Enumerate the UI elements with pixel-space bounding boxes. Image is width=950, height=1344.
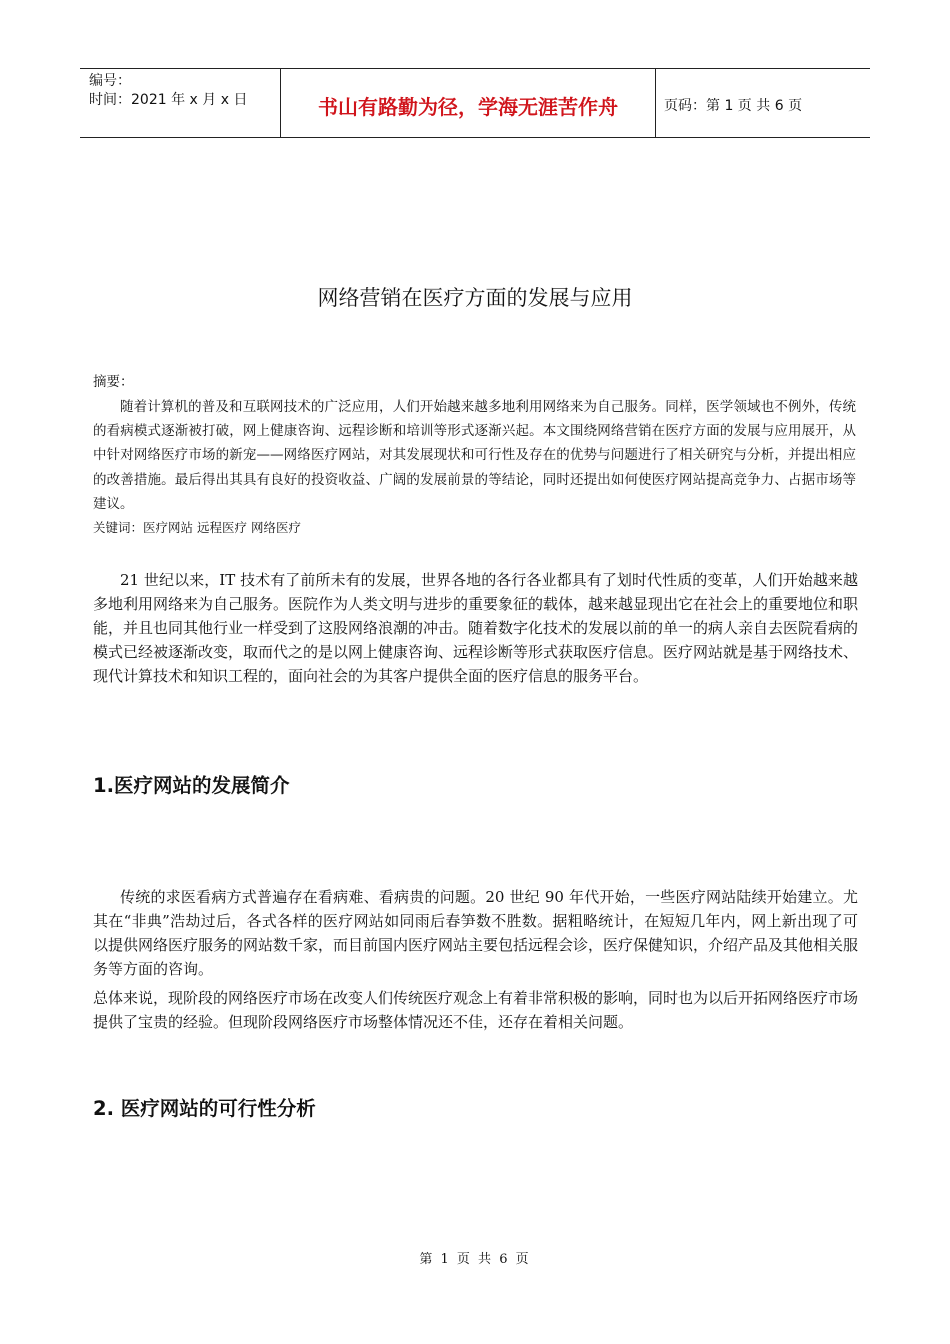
- page-header: [80, 68, 870, 138]
- number-label: 编号：: [89, 73, 131, 89]
- header-motto: 书山有路勤为径，学海无涯苦作舟: [280, 69, 656, 137]
- section-1-heading: 1.医疗网站的发展简介: [93, 774, 290, 797]
- abstract-text: 随着计算机的普及和互联网技术的广泛应用，人们开始越来越多地利用网络来为自己服务。同样，医学领域也不例外，传统的看病模式逐渐被打破，网上健康咨询、远程诊断和培训等形式逐渐兴起。本文围绕网络营销在医疗方面的发展与应用展开，从中针对网络医疗市场的新宠——网络医疗网站，对其发展现状和可行性及存在的优势与问题进行了相关研究与分析，并提出相应的改善措施。最后得出其具有良好的投资收益、广阔的发展前景的等结论，同时还提出如何使医疗网站提高竞争力、占据市场等建议。: [93, 399, 856, 512]
- header-meta: [80, 69, 280, 137]
- section-1-paragraph-2: 总体来说，现阶段的网络医疗市场在改变人们传统医疗观念上有着非常积极的影响，同时也为以后开拓网络医疗市场提供了宝贵的经验。但现阶段网络医疗市场整体情况还不佳，还存在着相关问题。: [93, 989, 859, 1031]
- document-title: 网络营销在医疗方面的发展与应用: [317, 286, 633, 310]
- section-2-heading: 2. 医疗网站的可行性分析: [93, 1097, 316, 1120]
- date-label: 时间：2021 年 x 月 x 日: [89, 92, 248, 108]
- header-page-info: 页码：第 1 页 共 6 页: [664, 98, 803, 114]
- abstract-label: 摘要：: [93, 374, 134, 390]
- section-1-paragraph-1: 传统的求医看病方式普遍存在看病难、看病贵的问题。20 世纪 90 年代开始，一些医疗网站陆续开始建立。尤其在“非典”浩劫过后，各式各样的医疗网站如同雨后春笋数不胜数。据粗略统计，在短短几年内，网上新出现了可以提供网络医疗服务的网站数千家，而目前国内医疗网站主要包括远程会诊，医疗保健知识，介绍产品及其他相关服务等方面的咨询。: [93, 888, 859, 978]
- keywords: 关键词：医疗网站 远程医疗 网络医疗: [93, 520, 301, 535]
- page-footer: 第 1 页 共 6 页: [419, 1252, 531, 1267]
- intro-paragraph: 21 世纪以来，IT 技术有了前所未有的发展，世界各地的各行各业都具有了划时代性质的变革，人们开始越来越多地利用网络来为自己服务。医院作为人类文明与进步的重要象征的载体，越来越显现出它在社会上的重要地位和职能，并且也同其他行业一样受到了这股网络浪潮的冲击。随着数字化技术的发展以前的单一的病人亲自去医院看病的模式已经被逐渐改变，取而代之的是以网上健康咨询、远程诊断等形式获取医疗信息。医疗网站就是基于网络技术、现代计算技术和知识工程的，面向社会的为其客户提供全面的医疗信息的服务平台。: [93, 571, 859, 685]
